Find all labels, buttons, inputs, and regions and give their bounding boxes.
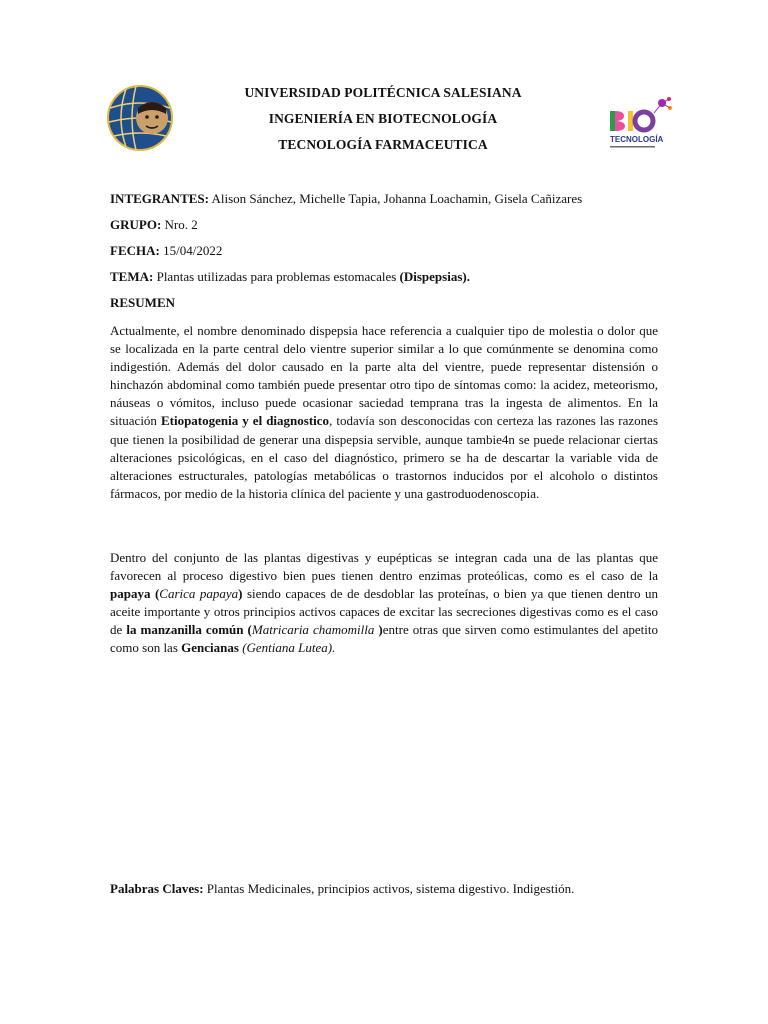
university-name: UNIVERSIDAD POLITÉCNICA SALESIANA bbox=[244, 85, 522, 100]
fecha-line: FECHA: 15/04/2022 bbox=[110, 243, 223, 258]
keywords-line: Palabras Claves: Plantas Medicinales, principios activos, sistema digestivo. Indigestión. bbox=[110, 881, 575, 896]
summary-paragraph-2: Dentro del conjunto de las plantas digestivas y eupépticas se integran cada una de las plantas que favorecen al proceso digestivo bien pues tienen dentro enzimas proteólicas, como es el caso de la papaya (Carica papaya) siendo capaces de de desdoblar las proteínas, o bien ya que tienen dentro un aceite importante y otros principios activos capaces de excitar las secreciones digestivas como es el caso de la manzanilla común (Matricaria chamomilla )entre otras que sirven como estimulantes del apetito como son las Gencianas (Gentiana Lutea). bbox=[110, 550, 658, 656]
molecule-icon bbox=[654, 97, 672, 113]
university-logo bbox=[106, 84, 174, 152]
grupo-line: GRUPO: Nro. 2 bbox=[110, 217, 198, 232]
summary-paragraph-1: Actualmente, el nombre denominado dispepsia hace referencia a cualquier tipo de molestia o dolor que se localizada en la parte central delo vientre superior similar a lo que comúnmente se denomina como indigestión. Además del dolor causado en la parte alta del vientre, puede representar distensión o hinchazón abdominal como también puede presentar otro tipo de síntomas como: la acidez, meteorismo, náuseas o vómitos, incluso puede ocasionar saciedad temprana tras la ingesta de alimentos. En la situación Etiopatogenia y el diagnostico, todavía son desconocidas con certeza las razones las razones que tienen la posibilidad de generar una dispepsia servible, aunque tambie4n se puede relacionar ciertas alteraciones psicológicas, en el caso del diagnóstico, primero se ha de descartar la variable vida de alteraciones estructurales, patologías metabólicas o trastornos inducidos por el alcoholo o distintos fármacos, por medio de la historia clínica del paciente y una gastroduodenoscopia. bbox=[110, 323, 659, 501]
integrantes-line: INTEGRANTES: Alison Sánchez, Michelle Tapia, Johanna Loachamin, Gisela Cañizares bbox=[110, 191, 583, 206]
tema-line: TEMA: Plantas utilizadas para problemas estomacales (Dispepsias). bbox=[110, 269, 470, 284]
resumen-heading: RESUMEN bbox=[110, 295, 176, 310]
career-name: INGENIERÍA EN BIOTECNOLOGÍA bbox=[268, 111, 498, 126]
biotecnologia-logo bbox=[602, 95, 680, 161]
logo-subtitle: TECNOLOGÍA bbox=[610, 135, 664, 144]
subject-name: TECNOLOGÍA FARMACEUTICA bbox=[278, 137, 488, 152]
